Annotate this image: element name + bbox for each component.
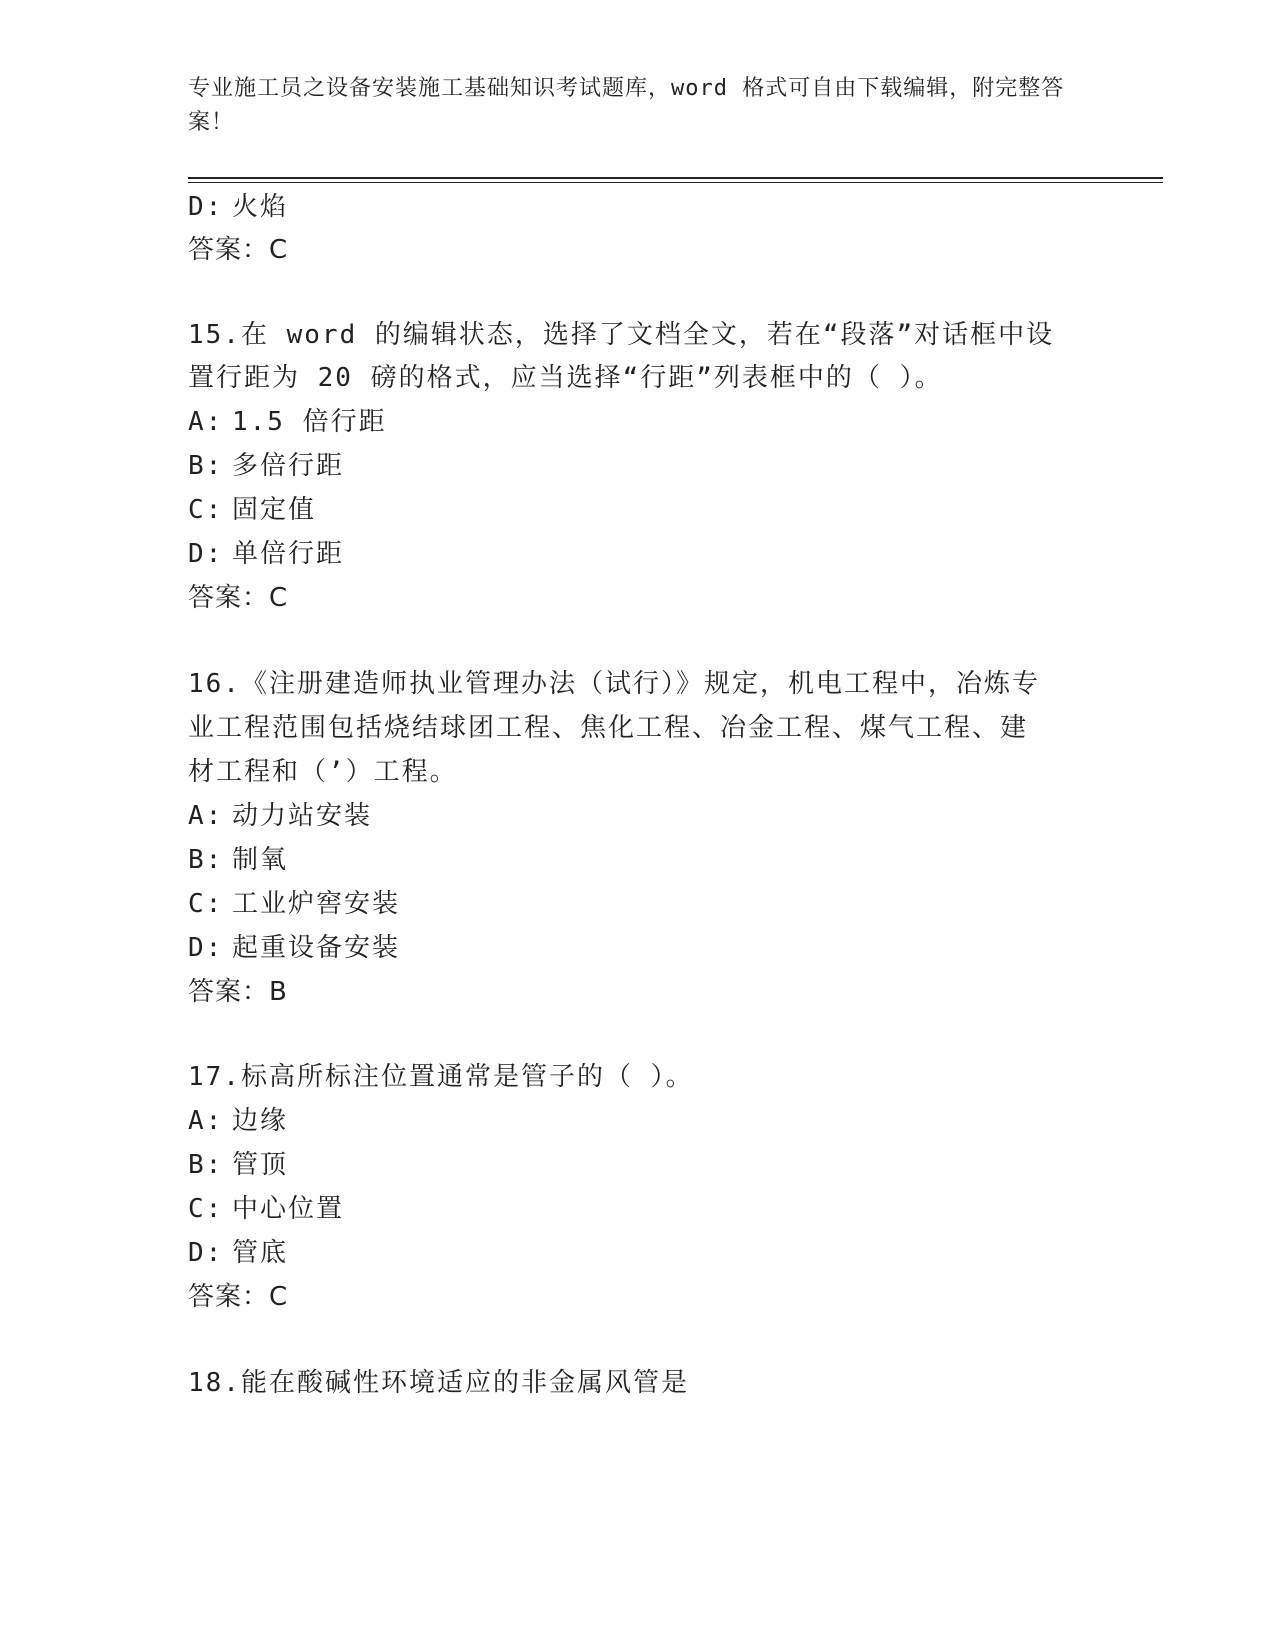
prev-option-d — [188, 190, 288, 224]
option-text: 火焰 — [232, 192, 289, 222]
header-divider-thin — [188, 182, 1163, 183]
option-label: A: — [188, 801, 224, 831]
option-text: 工业炉窖安装 — [232, 889, 401, 919]
q16-option-a — [188, 799, 372, 833]
q18-stem-line-1: 18.能在酸碱性环境适应的非金属风管是 — [188, 1368, 689, 1398]
q16-option-d — [188, 931, 400, 965]
q16-stem-line-3: 材工程和（’）工程。 — [188, 757, 458, 787]
q15-option-a — [188, 405, 387, 439]
q15-stem-line-1: 15.在 word 的编辑状态，选择了文档全文，若在“段落”对话框中设 — [188, 320, 1055, 350]
option-label: C: — [188, 1194, 224, 1224]
option-label: D: — [188, 539, 224, 569]
q17-answer: 答案：C — [188, 1282, 289, 1312]
q15-option-c — [188, 493, 316, 527]
q16-option-b — [188, 843, 288, 877]
option-text: 管底 — [232, 1238, 289, 1268]
option-text: 1.5 倍行距 — [232, 407, 387, 437]
prev-answer: 答案：C — [188, 235, 289, 265]
q15-answer: 答案：C — [188, 583, 289, 613]
option-text: 单倍行距 — [232, 539, 345, 569]
q15-stem-line-2: 置行距为 20 磅的格式，应当选择“行距”列表框中的（ ）。 — [188, 363, 943, 393]
q17-option-b — [188, 1148, 288, 1182]
header-divider-thick — [188, 177, 1163, 179]
option-label: C: — [188, 495, 224, 525]
option-text: 中心位置 — [232, 1194, 345, 1224]
option-label: C: — [188, 889, 224, 919]
q15-option-b — [188, 449, 344, 483]
q17-stem-line-1: 17.标高所标注位置通常是管子的（ ）。 — [188, 1062, 694, 1092]
option-label: A: — [188, 1106, 224, 1136]
option-label: A: — [188, 407, 224, 437]
option-label: D: — [188, 933, 224, 963]
option-label: B: — [188, 845, 224, 875]
q16-answer: 答案：B — [188, 977, 288, 1007]
option-text: 边缘 — [232, 1106, 289, 1136]
option-text: 管顶 — [232, 1150, 289, 1180]
q17-option-c — [188, 1192, 344, 1226]
q17-option-a — [188, 1104, 288, 1138]
page-header-title: 专业施工员之设备安装施工基础知识考试题库，word 格式可自由下载编辑，附完整答案！ — [188, 76, 1065, 135]
option-label: B: — [188, 451, 224, 481]
q15-option-d — [188, 537, 344, 571]
option-label: D: — [188, 1238, 224, 1268]
q16-option-c — [188, 887, 400, 921]
option-text: 固定值 — [232, 495, 317, 525]
q16-stem-line-2: 业工程范围包括烧结球团工程、焦化工程、冶金工程、煤气工程、建 — [188, 713, 1029, 743]
option-label: D: — [188, 192, 224, 222]
q17-option-d — [188, 1236, 288, 1270]
option-text: 制氧 — [232, 845, 289, 875]
q16-stem-line-1: 16.《注册建造师执业管理办法（试行）》规定，机电工程中，冶炼专 — [188, 669, 1040, 699]
option-text: 动力站安装 — [232, 801, 373, 831]
option-text: 起重设备安装 — [232, 933, 401, 963]
option-label: B: — [188, 1150, 224, 1180]
option-text: 多倍行距 — [232, 451, 345, 481]
